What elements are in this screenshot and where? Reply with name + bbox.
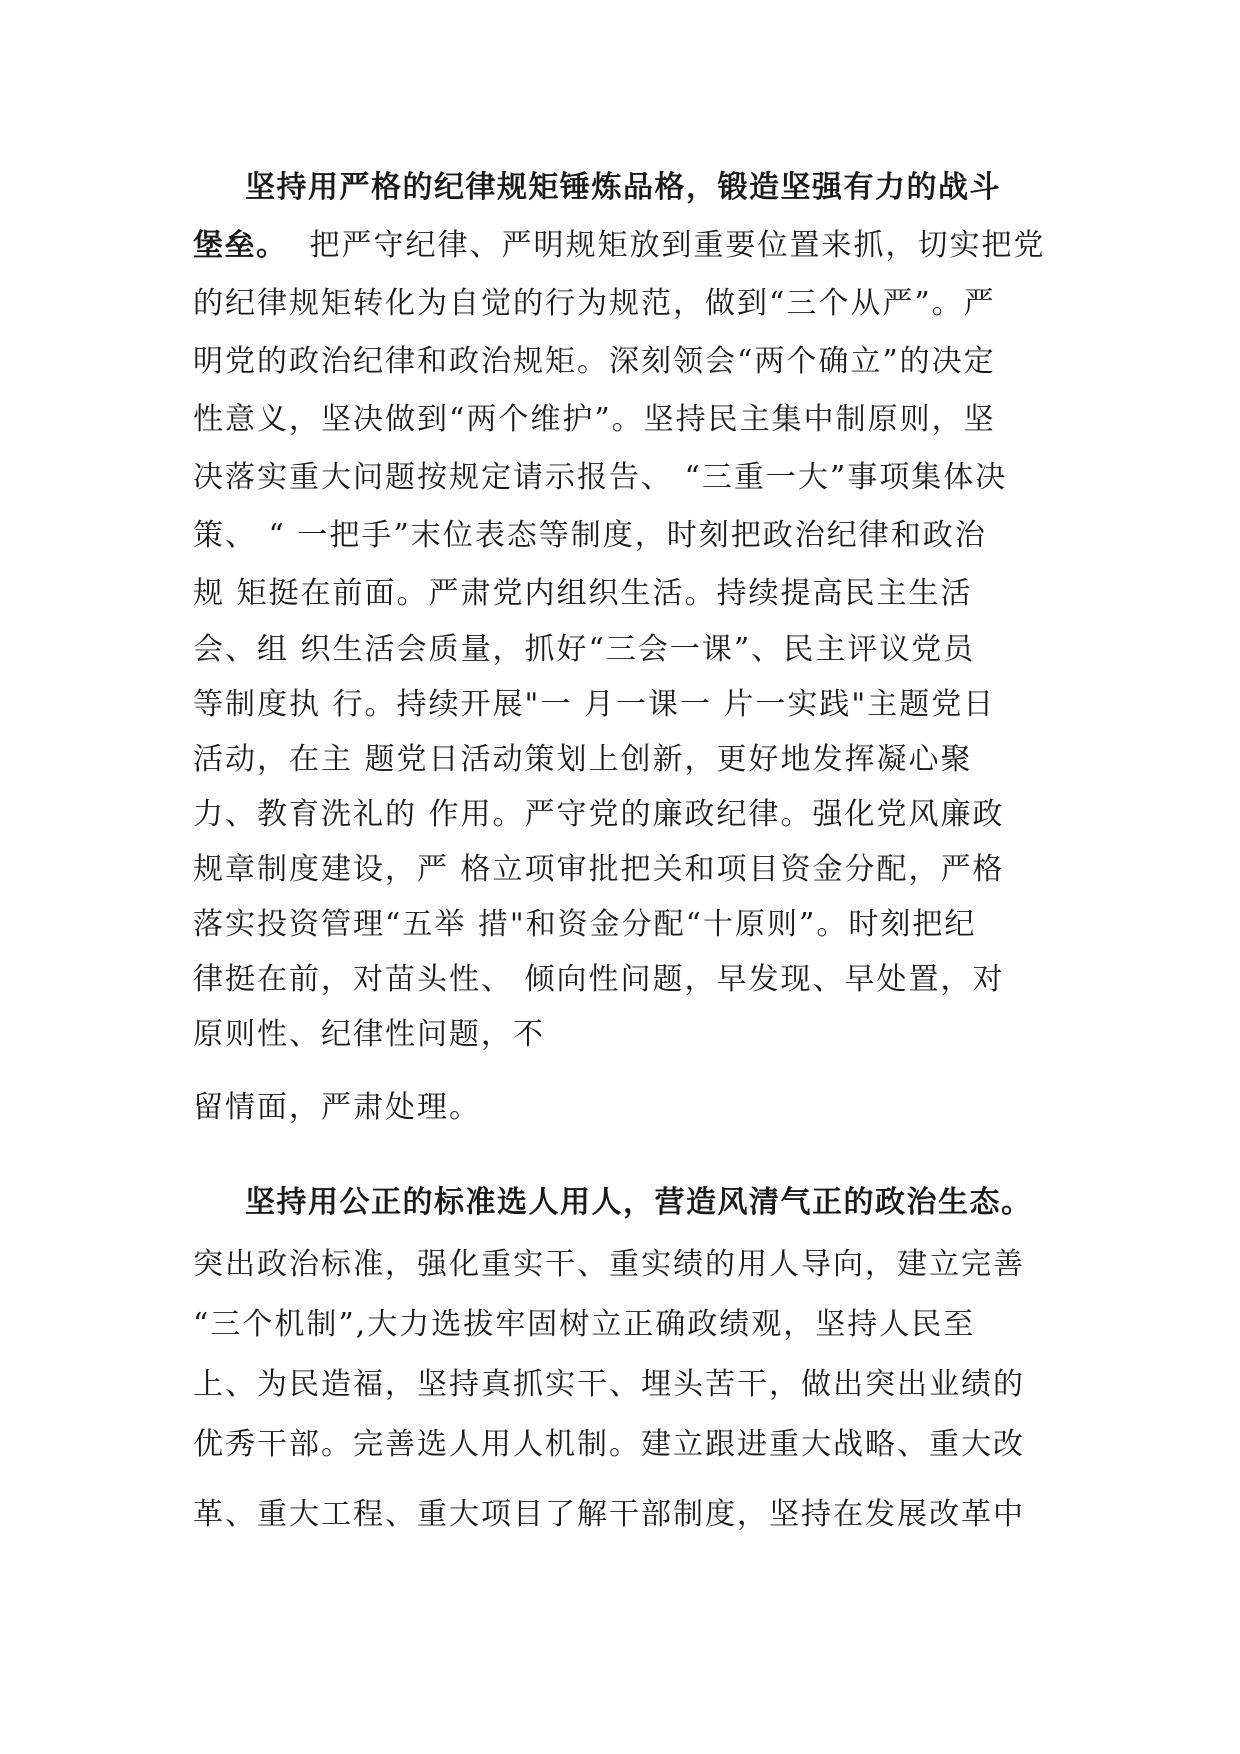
section-1-text-line: 活动，在主 题党日活动策划上创新，更好地发挥凝心聚 — [193, 742, 973, 777]
section-1-text-line: 的纪律规矩转化为自觉的行为规范，做到“三个从严”。严 — [193, 286, 996, 321]
section-1-heading-line-2 — [193, 226, 1053, 266]
section-1-text-line: 留情面，严肃处理。 — [193, 1090, 481, 1125]
section-1-text-line: 原则性、纪律性问题，不 — [193, 1017, 545, 1052]
section-1-text-line: 规章制度建设，严 格立项审批把关和项目资金分配，严格 — [193, 852, 1005, 887]
section-1-text-line: 性意义，坚决做到“两个维护”。坚持民主集中制原则，坚 — [193, 402, 996, 437]
section-1-heading-line-1: 坚持用严格的纪律规矩锤炼品格，锻造坚强有力的战斗 — [245, 170, 1001, 205]
section-1-text-start: 把严守纪律、严明规矩放到重要位置来抓，切实把党 — [309, 228, 1046, 263]
section-2-text-line: 优秀干部。完善选人用人机制。建立跟进重大战略、重大改 — [193, 1427, 1025, 1462]
section-2-heading: 坚持用公正的标准选人用人，营造风清气正的政治生态。 — [245, 1185, 1033, 1220]
section-1-text-line: 决落实重大问题按规定请示报告、 “三重一大”事项集体决 — [193, 460, 1008, 495]
section-2-text-line: “三个机制”,大力选拔牢固树立正确政绩观，坚持人民至 — [193, 1307, 976, 1342]
section-1-text-line: 等制度执 行。持续开展"一 月一课一 片一实践"主题党日 — [193, 687, 996, 722]
section-1-text-line: 落实投资管理“五举 措"和资金分配“十原则”。时刻把纪 — [193, 907, 977, 942]
section-1-text-line: 会、组 织生活会质量，抓好“三会一课”、民主评议党员 — [193, 632, 976, 667]
section-2-text-line: 突出政治标准，强化重实干、重实绩的用人导向，建立完善 — [193, 1247, 1025, 1282]
section-1-heading-end: 堡垒。 — [193, 228, 288, 263]
section-2-text-line: 革、重大工程、重大项目了解干部制度，坚持在发展改革中 — [193, 1497, 1025, 1532]
section-1-text-line: 力、教育洗礼的 作用。严守党的廉政纪律。强化党风廉政 — [193, 797, 1005, 832]
section-1-text-line: 策、 “ 一把手”末位表态等制度，时刻把政治纪律和政治 — [193, 518, 987, 553]
section-1-text-line: 规 矩挺在前面。严肃党内组织生活。持续提高民主生活 — [193, 576, 973, 611]
section-1-text-line: 明党的政治纪律和政治规矩。深刻领会“两个确立”的决定 — [193, 344, 996, 379]
section-1-text-line: 律挺在前，对苗头性、 倾向性问题，早发现、早处置，对 — [193, 962, 1005, 997]
section-2-text-line: 上、为民造福，坚持真抓实干、埋头苦干，做出突出业绩的 — [193, 1367, 1025, 1402]
